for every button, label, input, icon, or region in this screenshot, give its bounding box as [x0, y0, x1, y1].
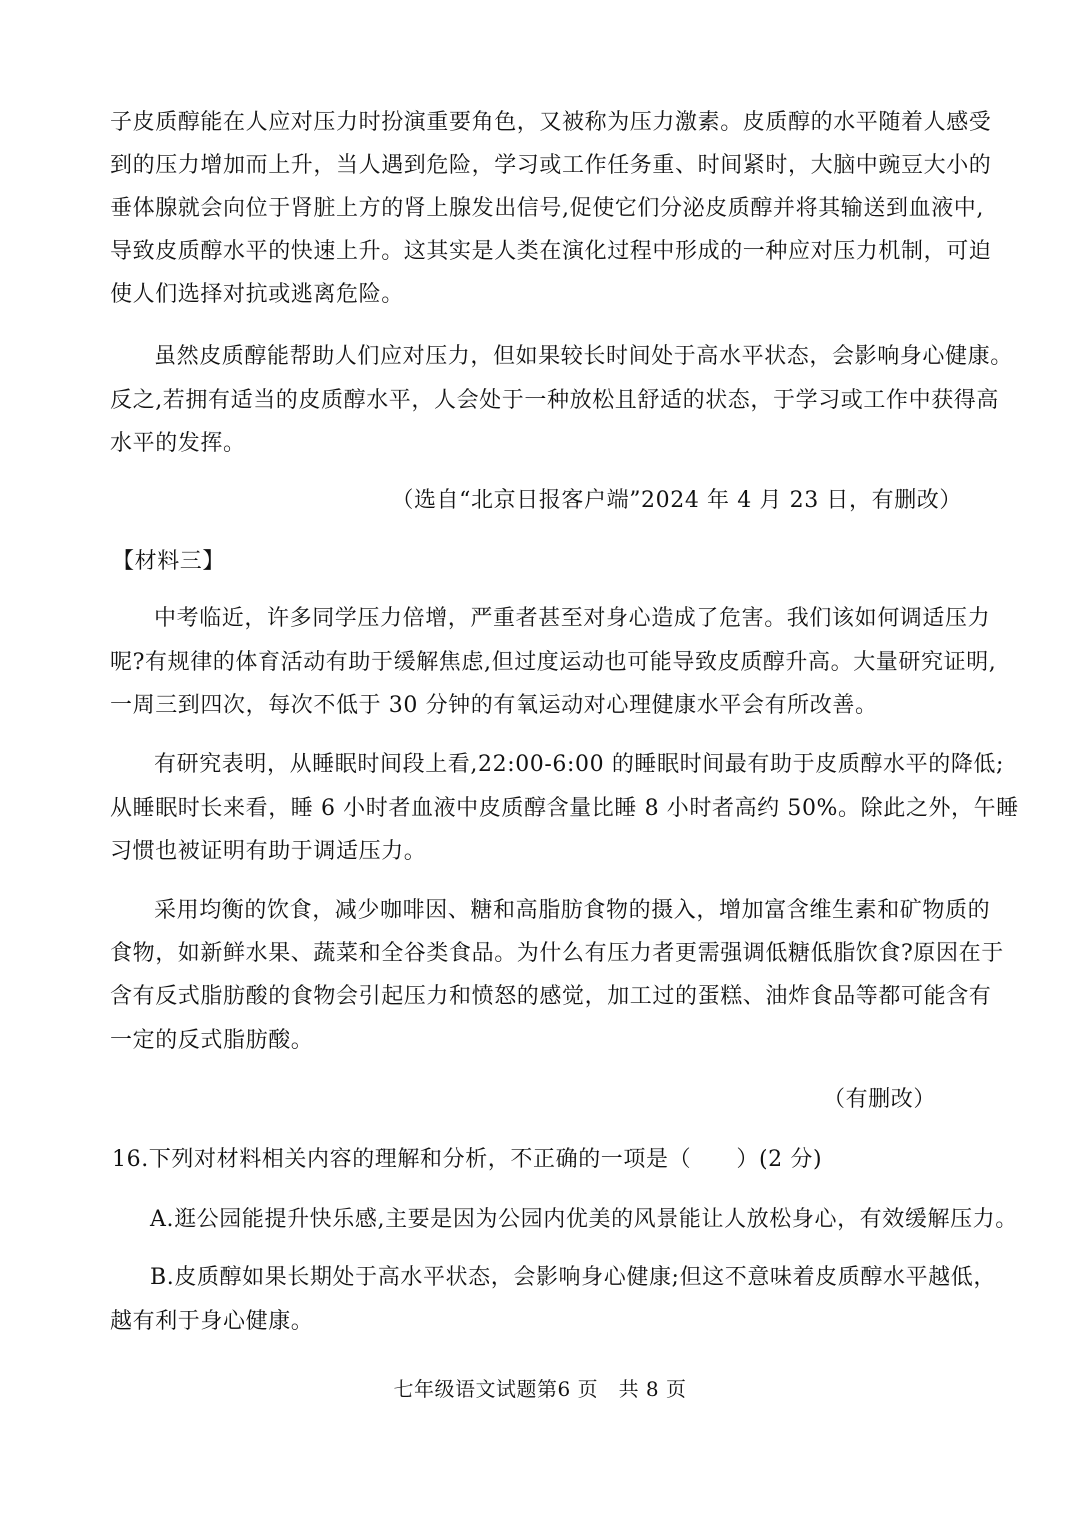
option-b-line: 越有利于身心健康。: [110, 1309, 314, 1334]
source-citation: （选自“北京日报客户端”2024 年 4 月 23 日，有删改）: [391, 488, 962, 513]
paragraph-line: 反之,若拥有适当的皮质醇水平，人会处于一种放松且舒适的状态，于学习或工作中获得高: [110, 388, 999, 413]
source-citation: （有删改）: [822, 1087, 936, 1112]
paragraph-line: 呢?有规律的体育活动有助于缓解焦虑,但过度运动也可能导致皮质醇升高。大量研究证明,: [110, 650, 997, 675]
option-b-line: B.皮质醇如果长期处于高水平状态，会影响身心健康;但这不意味着皮质醇水平越低，: [150, 1265, 996, 1290]
paragraph-line: 导致皮质醇水平的快速上升。这其实是人类在演化过程中形成的一种应对压力机制，可迫: [110, 239, 992, 264]
option-a: A.逛公园能提升快乐感,主要是因为公园内优美的风景能让人放松身心，有效缓解压力。: [150, 1207, 1018, 1232]
paragraph-line: 从睡眠时长来看，睡 6 小时者血液中皮质醇含量比睡 8 小时者高约 50%。除此之外，午睡: [110, 796, 1019, 821]
paragraph-line: 习惯也被证明有助于调适压力。: [110, 839, 427, 864]
paragraph-line: 有研究表明，从睡眠时间段上看,22:00-6:00 的睡眠时间最有助于皮质醇水平的降低;: [154, 752, 1005, 777]
paragraph-line: 到的压力增加而上升，当人遇到危险，学习或工作任务重、时间紧时，大脑中豌豆大小的: [110, 153, 992, 178]
paragraph-line: 虽然皮质醇能帮助人们应对压力，但如果较长时间处于高水平状态，会影响身心健康。: [154, 344, 1013, 369]
paragraph-line: 水平的发挥。: [110, 431, 246, 456]
page-footer: 七年级语文试题第6 页 共 8 页: [393, 1377, 687, 1401]
paragraph-line: 垂体腺就会向位于肾脏上方的肾上腺发出信号,促使它们分泌皮质醇并将其输送到血液中,: [110, 196, 984, 221]
paragraph-line: 一周三到四次，每次不低于 30 分钟的有氧运动对心理健康水平会有所改善。: [110, 693, 878, 718]
paragraph-line: 一定的反式脂肪酸。: [110, 1028, 314, 1053]
paragraph-line: 子皮质醇能在人应对压力时扮演重要角色，又被称为压力激素。皮质醇的水平随着人感受: [110, 110, 992, 135]
paragraph-line: 食物，如新鲜水果、蔬菜和全谷类食品。为什么有压力者更需强调低糖低脂饮食?原因在于: [110, 941, 1004, 966]
section-heading: 【材料三】: [112, 549, 226, 574]
question-stem: 16.下列对材料相关内容的理解和分析，不正确的一项是（ ）(2 分): [112, 1147, 823, 1172]
paragraph-line: 含有反式脂肪酸的食物会引起压力和愤怒的感觉，加工过的蛋糕、油炸食品等都可能含有: [110, 984, 992, 1009]
paragraph-line: 采用均衡的饮食，减少咖啡因、糖和高脂肪食物的摄入，增加富含维生素和矿物质的: [154, 898, 991, 923]
paragraph-line: 使人们选择对抗或逃离危险。: [110, 282, 404, 307]
paragraph-line: 中考临近，许多同学压力倍增，严重者甚至对身心造成了危害。我们该如何调适压力: [154, 606, 991, 631]
